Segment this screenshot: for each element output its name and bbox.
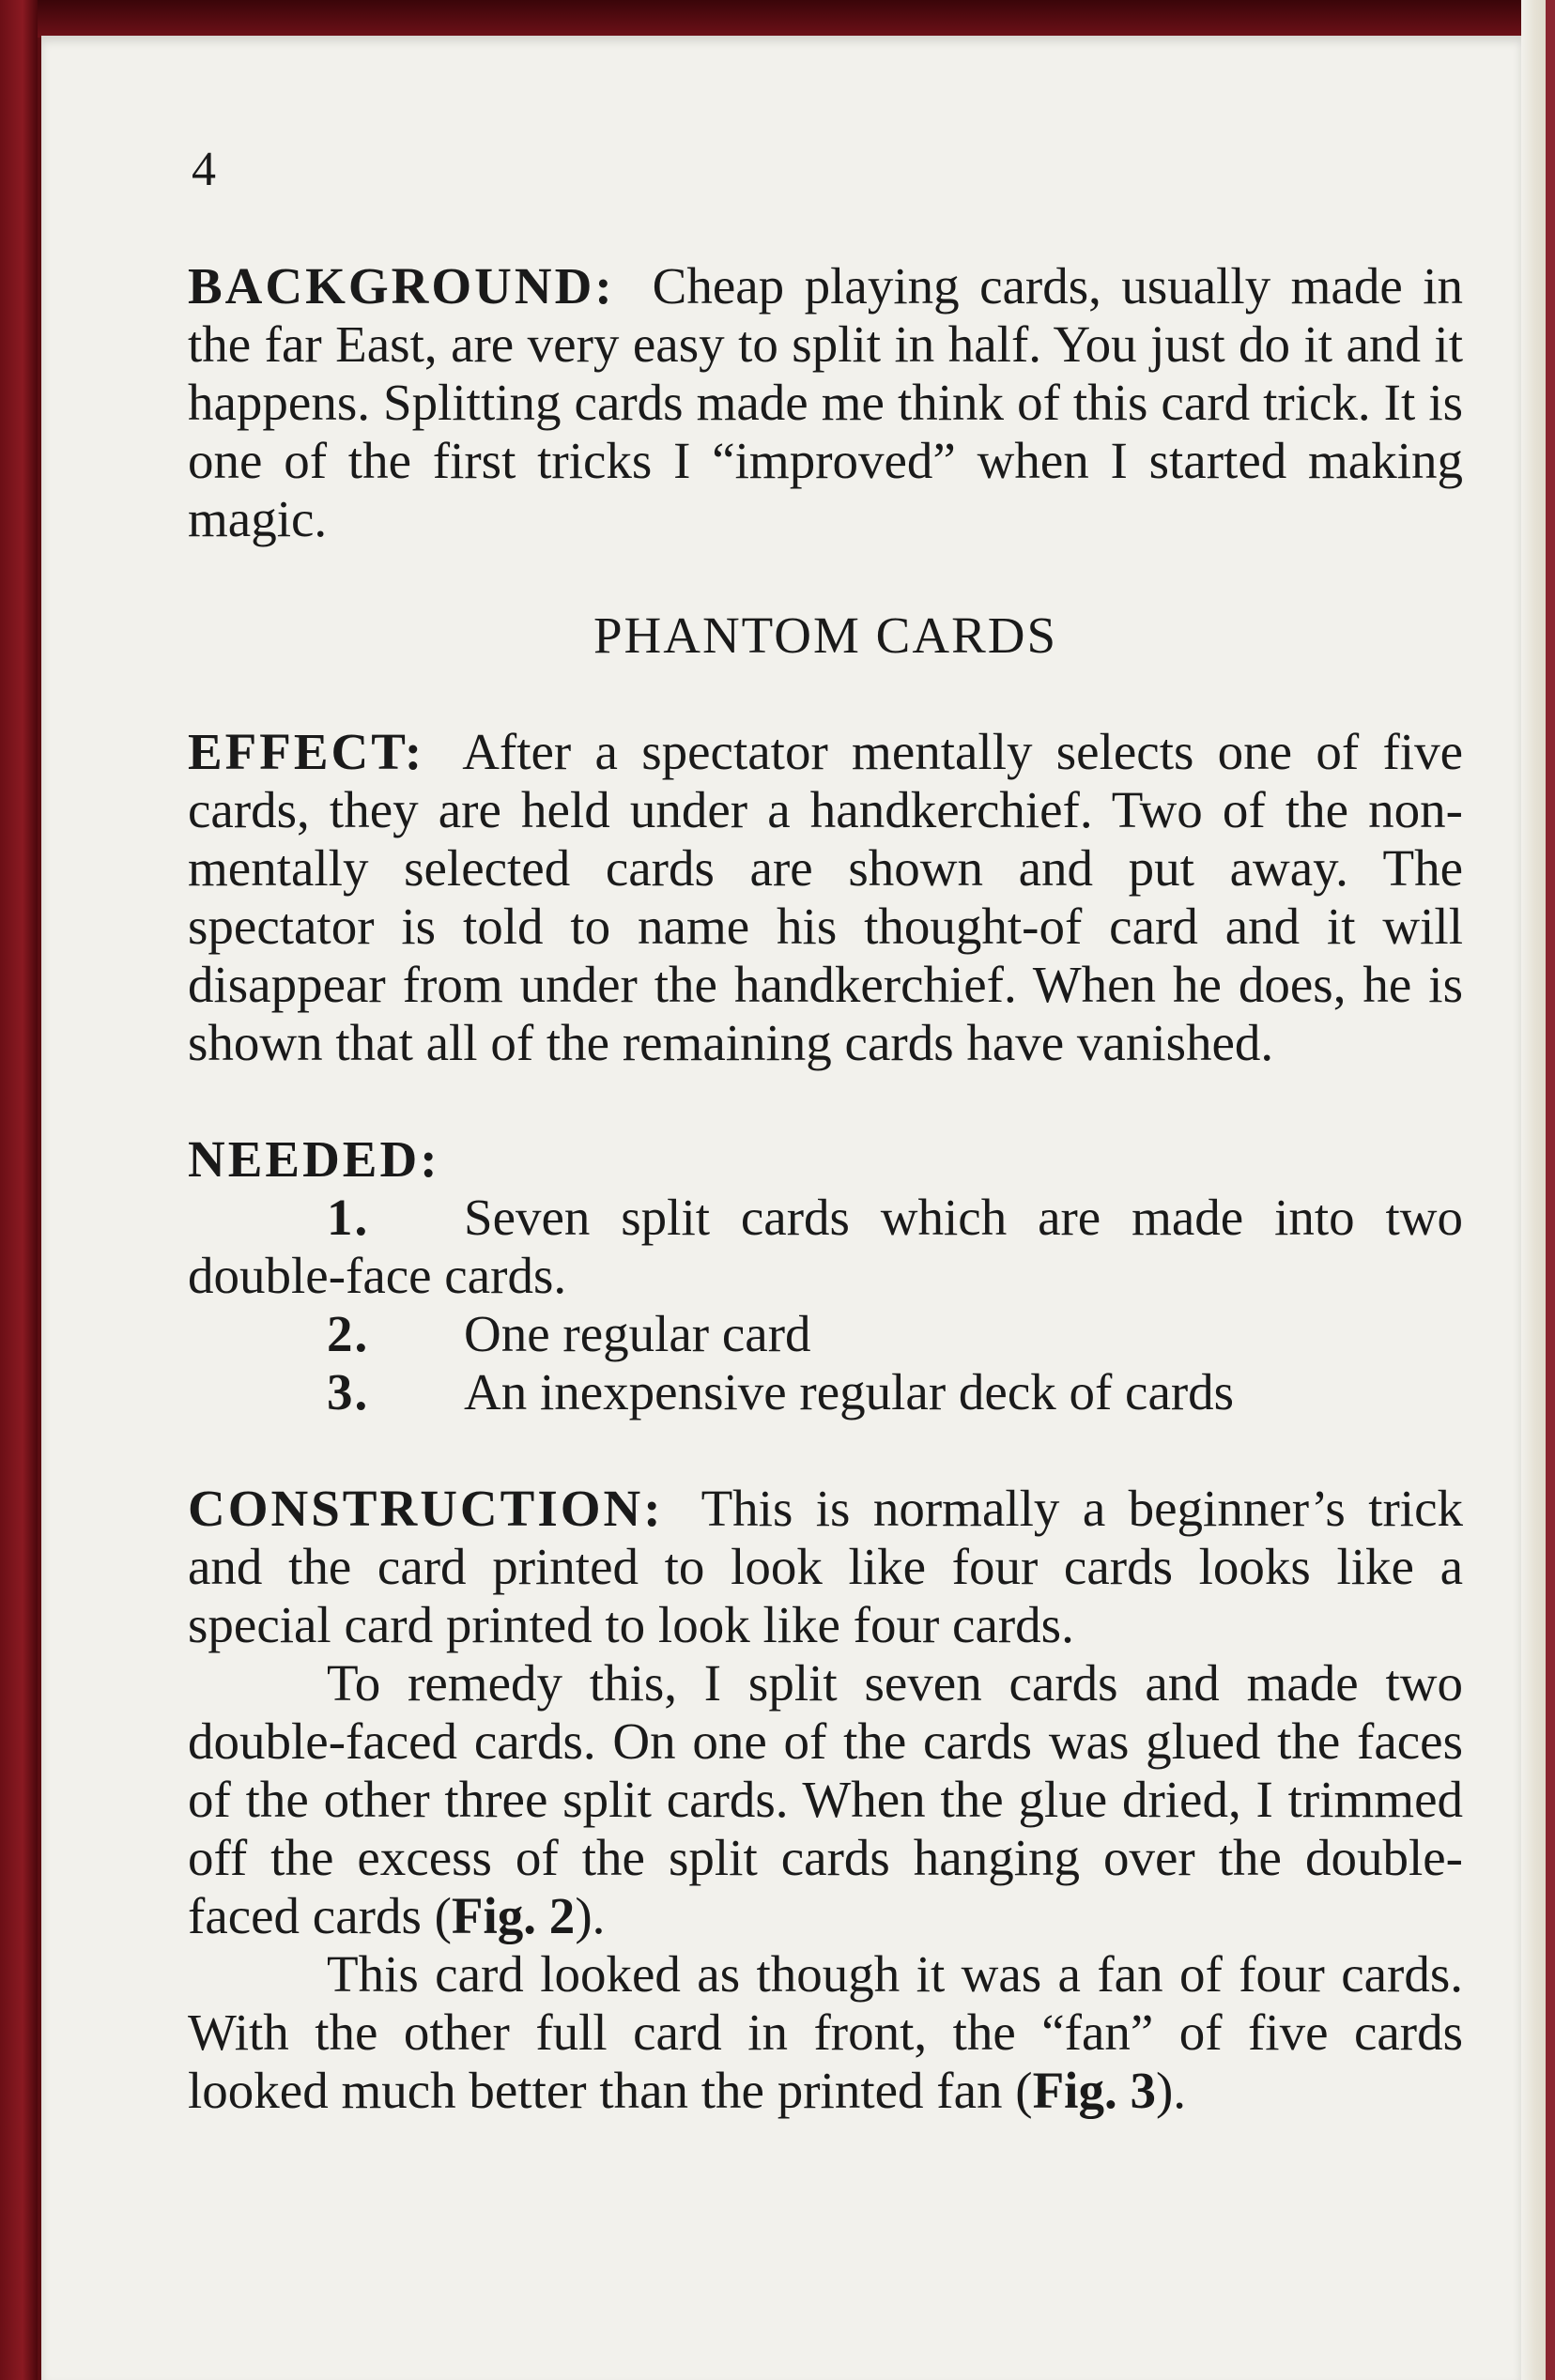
needed-item-number: 1. (327, 1189, 370, 1246)
needed-item-text: Seven split cards which are made into two (464, 1189, 1463, 1246)
effect-label: EFFECT: (188, 723, 425, 780)
needed-section (188, 1130, 1463, 1421)
effect-text: After a spectator mentally selects one of five cards, they are held under a handkerchief. Two of the non-mentally selected cards are shown and put away. The spectator is told to name his thought-of card and it will disappear from under the handkerchief. When he does, he is shown that all of the remaining cards have vanished. (188, 723, 1463, 1071)
figure-reference-3: Fig. 3 (1032, 2062, 1156, 2119)
construction-text-2: To remedy this, I split seven cards and made two double-faced cards. On one of the cards was glued the faces of the other three split cards. When the glue dried, I trimmed off the excess of the split cards hanging over the double-faced cards ( (188, 1654, 1463, 1944)
background-text: Cheap playing cards, usually made in the far East, are very easy to split in half. You just do it and it happens. Splitting cards made me think of this card trick. It is one of the first tricks I “improved” when I started making magic. (188, 257, 1463, 547)
needed-item-continuation: double-face cards. (188, 1247, 567, 1304)
page-number: 4 (192, 143, 216, 196)
construction-paragraph-1 (188, 1480, 1463, 1654)
construction-paragraph-3 (188, 1945, 1463, 2120)
construction-text-3: This card looked as though it was a fan of four cards. With the other full card in front, the “fan” of five cards looked much better than the printed fan ( (188, 1945, 1463, 2119)
trick-title: PHANTOM CARDS (593, 607, 1058, 664)
construction-text-3-end: ). (1155, 2062, 1187, 2119)
needed-item-1 (188, 1189, 1463, 1247)
needed-item-number: 2. (327, 1305, 370, 1362)
construction-label: CONSTRUCTION: (188, 1480, 664, 1537)
page-content (188, 141, 1463, 2120)
construction-paragraph-2 (188, 1654, 1463, 1945)
needed-item-2 (188, 1305, 1463, 1363)
book-spine (0, 0, 38, 2380)
construction-text-1: This is normally a beginner’s trick and the card printed to look like four cards looks like a special card printed to look like four cards. (188, 1480, 1463, 1653)
effect-paragraph (188, 723, 1463, 1072)
construction-text-2-end: ). (575, 1887, 606, 1944)
background-label: BACKGROUND: (188, 257, 615, 315)
page-edge (1521, 0, 1555, 2380)
needed-item-number: 3. (327, 1363, 370, 1420)
background-paragraph (188, 257, 1463, 548)
needed-label: NEEDED: (188, 1130, 440, 1188)
needed-item-3 (188, 1363, 1463, 1421)
needed-item-text: An inexpensive regular deck of cards (464, 1363, 1235, 1420)
book-top-edge (0, 0, 1555, 38)
figure-reference-2: Fig. 2 (451, 1887, 576, 1944)
needed-item-text: One regular card (464, 1305, 811, 1362)
